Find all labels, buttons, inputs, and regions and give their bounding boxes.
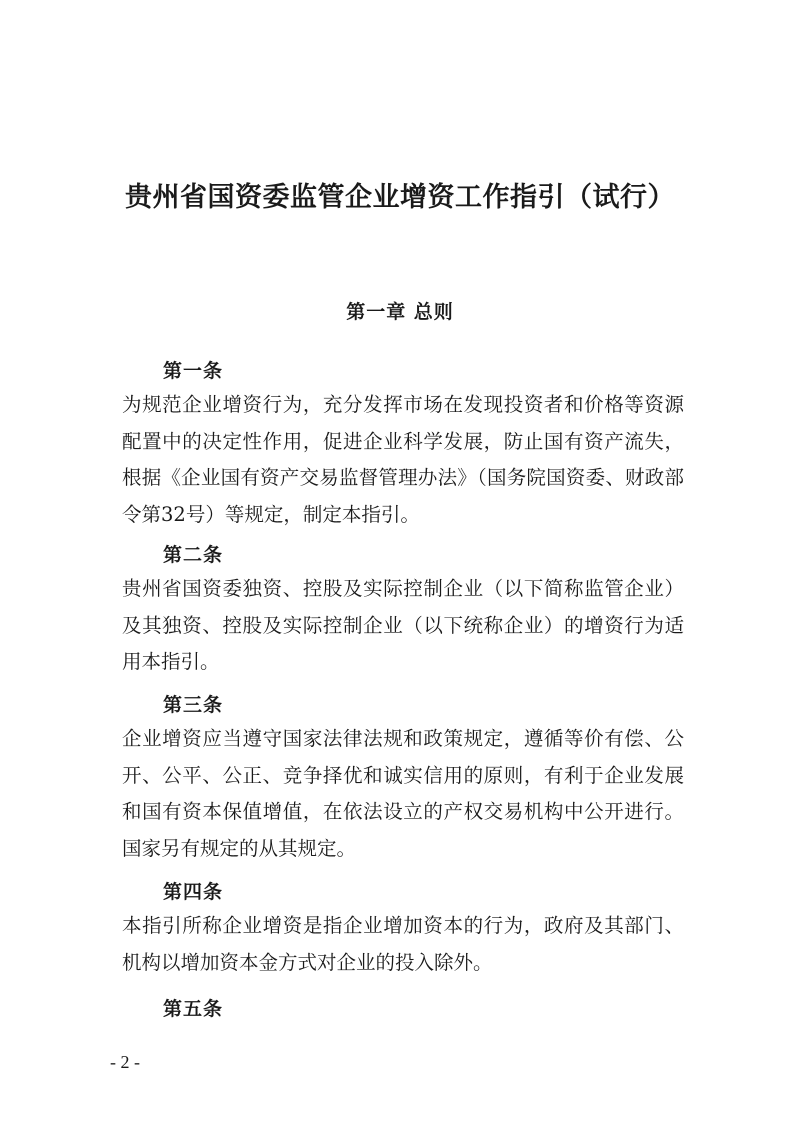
chapter-title: 第一章 总则 xyxy=(346,301,454,323)
article-3-heading: 第三条 xyxy=(163,694,224,716)
article-1-heading: 第一条 xyxy=(163,360,224,382)
article-3-text: 企业增资应当遵守国家法律法规和政策规定，遵循等价有偿、公开、公平、公正、竞争择优和诚实信用的原则，有利于企业发展和国有资本保值增值，在依法设立的产权交易机构中公开进行。国家另有规定的从其规定。 xyxy=(122,727,684,860)
article-2-heading: 第二条 xyxy=(163,544,224,566)
page-number: - 2 - xyxy=(110,1052,140,1072)
document-title: 贵州省国资委监管企业增资工作指引（试行） xyxy=(125,182,675,213)
article-4-text: 本指引所称企业增资是指企业增加资本的行为，政府及其部门、机构以增加资本金方式对企业的投入除外。 xyxy=(122,914,684,974)
article-4-heading: 第四条 xyxy=(163,881,224,903)
article-1-text: 为规范企业增资行为，充分发挥市场在发现投资者和价格等资源配置中的决定性作用，促进企业科学发展，防止国有资产流失，根据《企业国有资产交易监督管理办法》（国务院国资委、财政部令第32号）等规定，制定本指引。 xyxy=(122,393,684,526)
article-2-text: 贵州省国资委独资、控股及实际控制企业（以下简称监管企业）及其独资、控股及实际控制企业（以下统称企业）的增资行为适用本指引。 xyxy=(122,577,684,673)
article-5-heading: 第五条 xyxy=(163,998,224,1020)
